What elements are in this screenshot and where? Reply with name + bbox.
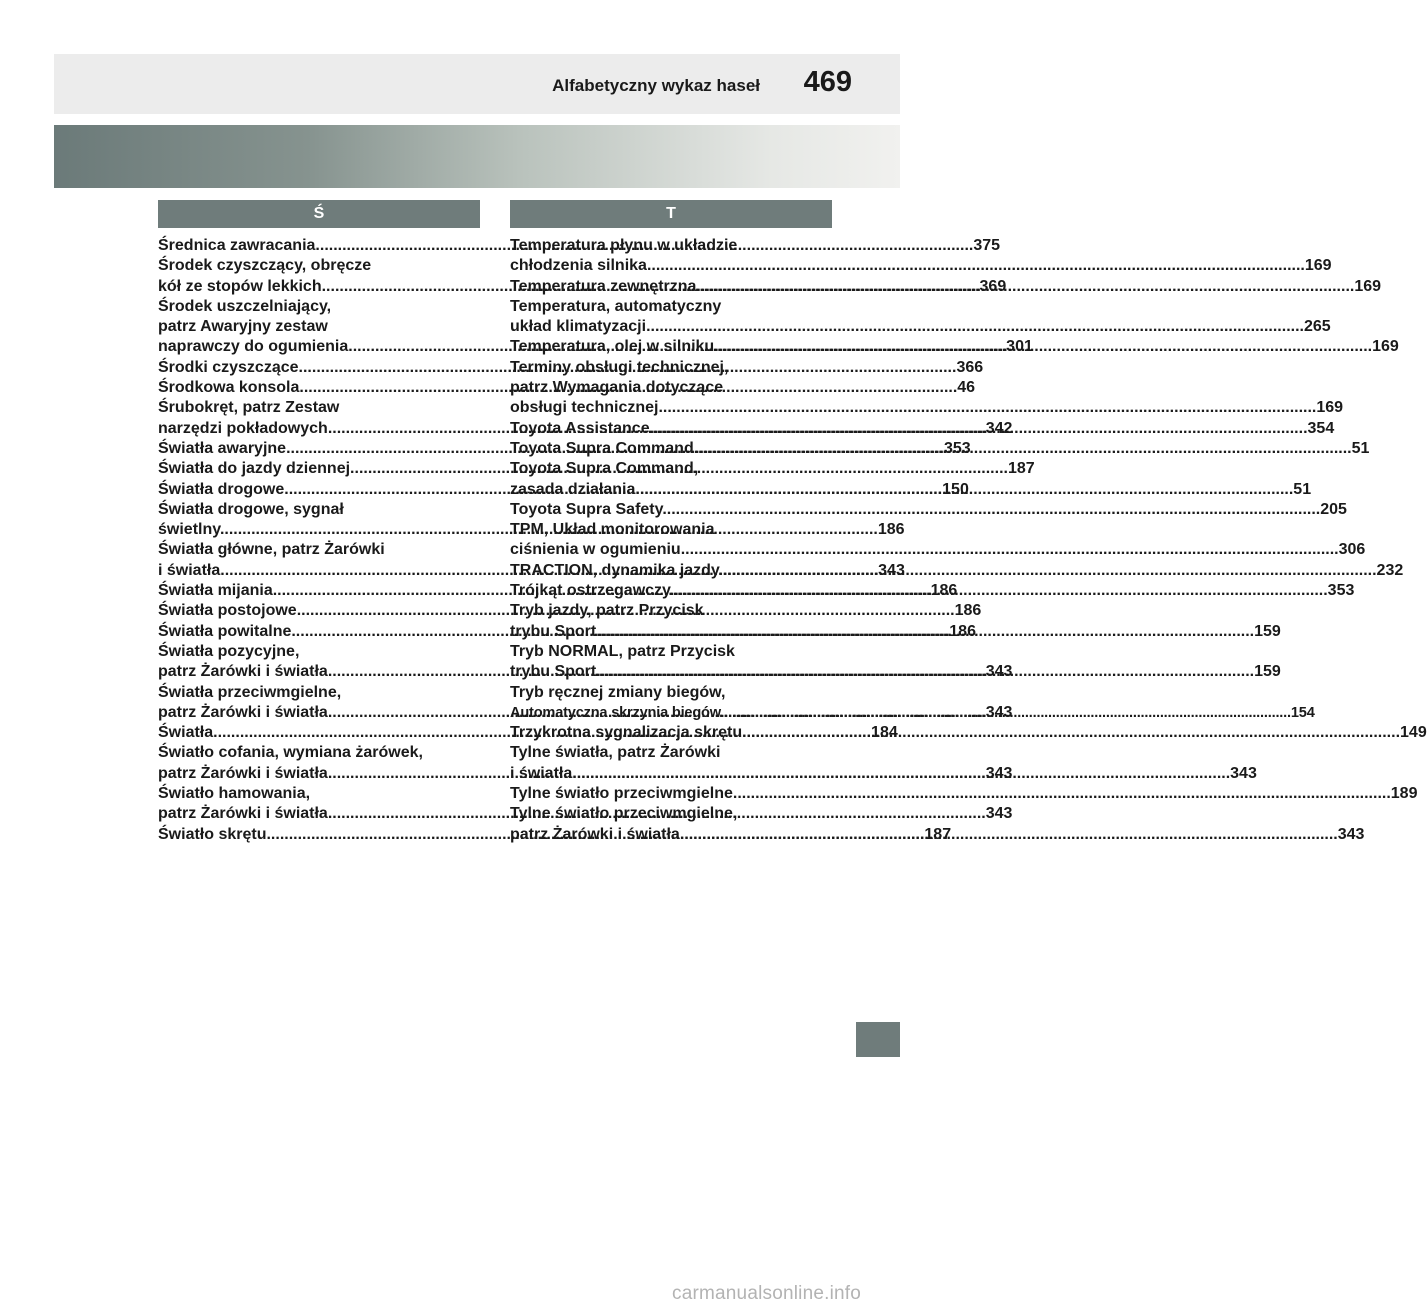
entry-line bbox=[158, 784, 480, 804]
entry-text: naprawczy do ogumienia bbox=[158, 338, 349, 356]
dot-leader bbox=[647, 257, 1305, 274]
page-reference: 369 bbox=[979, 277, 1007, 295]
page-header bbox=[54, 54, 900, 114]
entry-text: Światła drogowe, sygnał bbox=[158, 500, 344, 518]
dot-leader bbox=[658, 399, 1316, 416]
entry-line-with-page bbox=[158, 764, 1013, 784]
dot-leader bbox=[719, 562, 1377, 579]
entry-text: Trzykrotna sygnalizacja skrętu bbox=[510, 724, 743, 742]
page-reference: 149 bbox=[1400, 724, 1427, 742]
entry-line-with-page bbox=[510, 764, 1257, 784]
dot-leader bbox=[650, 420, 1308, 437]
page-reference: 301 bbox=[1006, 338, 1033, 356]
header-title: Alfabetyczny wykaz haseł bbox=[552, 76, 760, 95]
dot-leader bbox=[596, 663, 1254, 680]
index-entry bbox=[510, 297, 1331, 338]
dot-leader bbox=[720, 705, 1290, 721]
entry-text: układ klimatyzacji bbox=[510, 318, 647, 336]
page-reference: 187 bbox=[1007, 460, 1035, 478]
entry-line-with-page bbox=[510, 256, 1332, 276]
page-number: 469 bbox=[803, 66, 852, 98]
entry-text: Światła powitalne bbox=[158, 622, 292, 640]
entry-line bbox=[510, 642, 832, 662]
entry-text: Światło skrętu bbox=[158, 825, 267, 843]
entry-text: Światła drogowe bbox=[158, 480, 285, 498]
dot-leader bbox=[572, 765, 1230, 782]
entry-text: TPM, Układ monitorowania bbox=[510, 521, 715, 539]
page-reference: 343 bbox=[878, 561, 905, 579]
entry-text: Tryb jazdy, patrz Przycisk bbox=[510, 602, 704, 620]
entry-text: Tryb NORMAL, patrz Przycisk bbox=[510, 642, 735, 660]
entry-text: Tylne światła, patrz Żarówki bbox=[510, 744, 721, 762]
entry-text: Światło cofania, wymiana żarówek, bbox=[158, 744, 423, 762]
page-reference: 306 bbox=[1338, 541, 1366, 559]
entry-line bbox=[158, 398, 480, 418]
entry-text: Światła do jazdy dziennej bbox=[158, 460, 351, 478]
entry-text: Temperatura zewnętrzna bbox=[510, 277, 697, 295]
entry-text: Światła postojowe bbox=[158, 602, 297, 620]
page-reference: 184 bbox=[871, 724, 898, 742]
entry-text: Temperatura, olej w silniku bbox=[510, 338, 715, 356]
entry-line bbox=[510, 683, 832, 703]
entry-text: Światło hamowania, bbox=[158, 785, 311, 803]
page-reference: 169 bbox=[1372, 338, 1399, 356]
dot-leader bbox=[742, 724, 1400, 741]
entry-line bbox=[158, 256, 480, 276]
entry-text: i światła bbox=[158, 561, 221, 579]
entry-text: obsługi technicznej bbox=[510, 399, 659, 417]
page-reference: 343 bbox=[985, 663, 1013, 681]
page-reference: 343 bbox=[985, 805, 1013, 823]
entry-line bbox=[158, 297, 480, 317]
page-reference: 169 bbox=[1316, 399, 1344, 417]
entry-text: trybu Sport bbox=[510, 663, 597, 681]
page-reference: 186 bbox=[930, 582, 958, 600]
dot-leader bbox=[646, 318, 1304, 335]
entry-line bbox=[510, 236, 832, 256]
entry-line bbox=[158, 642, 480, 662]
entry-text: Światła awaryjne bbox=[158, 439, 287, 457]
index-entry bbox=[510, 784, 1418, 804]
page-reference: 375 bbox=[973, 237, 1001, 254]
entry-line bbox=[158, 540, 480, 560]
entry-text: Śrubokręt, patrz Zestaw bbox=[158, 399, 340, 417]
entry-text: patrz Żarówki i światła bbox=[158, 764, 328, 782]
page-reference: 186 bbox=[877, 521, 905, 539]
entry-line bbox=[158, 743, 480, 763]
entry-text: Toyota Supra Command bbox=[510, 439, 694, 457]
page-reference: 354 bbox=[1307, 419, 1335, 437]
entry-line-with-page bbox=[510, 317, 1331, 337]
entry-text: Światła bbox=[158, 724, 214, 742]
entry-text: Środek czyszczący, obręcze bbox=[158, 257, 372, 275]
page-reference: 159 bbox=[1254, 622, 1281, 640]
entry-text: Średnica zawracania bbox=[158, 237, 316, 254]
entry-text: TRACTION, dynamika jazdy bbox=[510, 561, 719, 579]
watermark: carmanualsonline.info bbox=[672, 1283, 862, 1304]
dot-leader bbox=[635, 481, 1293, 498]
page-reference: 205 bbox=[1320, 500, 1347, 518]
page-reference: 169 bbox=[1354, 277, 1382, 295]
chapter-tab bbox=[856, 1022, 900, 1057]
page-reference: 353 bbox=[1327, 582, 1355, 600]
dot-leader bbox=[714, 338, 1372, 355]
entry-text: patrz Awaryjny zestaw bbox=[158, 318, 328, 336]
entry-text: trybu Sport bbox=[510, 622, 597, 640]
entry-text: patrz Żarówki i światła bbox=[510, 825, 680, 843]
entry-text: ciśnienia w ogumieniu bbox=[510, 541, 681, 559]
index-entry bbox=[510, 500, 1347, 520]
entry-text: Światła główne, patrz Żarówki bbox=[158, 541, 385, 559]
entry-text: świetlny bbox=[158, 521, 220, 539]
entry-text: Automatyczna skrzynia biegów bbox=[510, 704, 721, 721]
page-reference: 46 bbox=[957, 379, 976, 397]
entry-text: Środki czyszczące bbox=[158, 358, 299, 376]
dot-leader bbox=[681, 541, 1339, 558]
page-reference: 343 bbox=[1230, 764, 1257, 782]
section-header: Ś bbox=[158, 200, 480, 228]
page-reference: 353 bbox=[943, 439, 971, 457]
entry-text: kół ze stopów lekkich bbox=[158, 277, 322, 295]
entry-text: Terminy obsługi technicznej, bbox=[510, 358, 729, 376]
entry-text: Tylne światło przeciwmgielne, bbox=[510, 805, 738, 823]
section-header: T bbox=[510, 200, 832, 228]
page-reference: 366 bbox=[956, 358, 984, 376]
entry-text: Temperatura, automatyczny bbox=[510, 297, 722, 315]
entry-line bbox=[158, 317, 480, 337]
dot-leader bbox=[596, 623, 1254, 640]
dot-leader bbox=[696, 278, 1354, 295]
entry-line bbox=[510, 743, 832, 763]
entry-text: Środkowa konsola bbox=[158, 379, 300, 397]
entry-text: Światła przeciwmgielne, bbox=[158, 683, 342, 701]
entry-text: patrz Żarówki i światła bbox=[158, 663, 328, 681]
entry-line bbox=[510, 358, 832, 378]
page-reference: 186 bbox=[954, 602, 982, 620]
entry-line-with-page bbox=[510, 784, 1418, 804]
page-reference: 150 bbox=[942, 480, 969, 498]
dot-leader bbox=[694, 440, 1352, 457]
dot-leader bbox=[733, 785, 1391, 802]
dot-leader bbox=[680, 826, 1338, 843]
entry-line-with-page bbox=[510, 398, 1344, 418]
page-reference: 343 bbox=[985, 703, 1013, 721]
page-reference: 159 bbox=[1254, 663, 1281, 681]
entry-line bbox=[510, 601, 832, 621]
page-reference: 186 bbox=[949, 622, 976, 640]
entry-line-with-page bbox=[510, 540, 1366, 560]
page-reference: 51 bbox=[1293, 480, 1312, 498]
entry-text: Środek uszczelniający, bbox=[158, 297, 332, 315]
entry-line bbox=[510, 459, 832, 479]
page-reference: 51 bbox=[1351, 439, 1370, 457]
entry-text: patrz Wymagania dotyczące bbox=[510, 379, 724, 397]
decorative-band bbox=[54, 125, 900, 188]
page-reference: 232 bbox=[1376, 561, 1404, 579]
entry-text: Toyota Supra Command, bbox=[510, 460, 699, 478]
entry-text: Temperatura płynu w układzie bbox=[510, 237, 738, 254]
entry-text: Światła mijania bbox=[158, 582, 273, 600]
dot-leader bbox=[670, 582, 1328, 599]
entry-text: narzędzi pokładowych bbox=[158, 419, 328, 437]
page-reference: 265 bbox=[1303, 318, 1331, 336]
entry-line bbox=[510, 378, 832, 398]
entry-text: zasada działania bbox=[510, 480, 636, 498]
entry-line-with-page bbox=[510, 500, 1347, 520]
entry-text: Toyota Supra Safety bbox=[510, 500, 663, 518]
entry-text: Tylne światło przeciwmgielne bbox=[510, 785, 733, 803]
entry-line bbox=[510, 297, 832, 317]
page-reference: 189 bbox=[1390, 785, 1418, 803]
entry-text: patrz Żarówki i światła bbox=[158, 703, 328, 721]
entry-line bbox=[510, 804, 832, 824]
entry-text: Światła pozycyjne, bbox=[158, 642, 300, 660]
entry-line bbox=[510, 520, 832, 540]
entry-line bbox=[158, 683, 480, 703]
entry-text: i światła bbox=[510, 764, 573, 782]
page-reference: 187 bbox=[924, 825, 952, 843]
entry-text: chłodzenia silnika bbox=[510, 257, 647, 275]
entry-text: Trójkąt ostrzegawczy bbox=[510, 582, 670, 600]
index-entry bbox=[510, 743, 1257, 784]
page-reference: 154 bbox=[1290, 704, 1315, 721]
entry-line bbox=[158, 500, 480, 520]
entry-text: patrz Żarówki i światła bbox=[158, 805, 328, 823]
entry-text: Tryb ręcznej zmiany biegów, bbox=[510, 683, 726, 701]
entry-text: Toyota Assistance bbox=[510, 419, 650, 437]
page-reference: 342 bbox=[985, 419, 1013, 437]
page-reference: 343 bbox=[1337, 825, 1365, 843]
page-reference: 169 bbox=[1304, 257, 1332, 275]
page-reference: 343 bbox=[985, 764, 1013, 782]
dot-leader bbox=[662, 501, 1320, 518]
